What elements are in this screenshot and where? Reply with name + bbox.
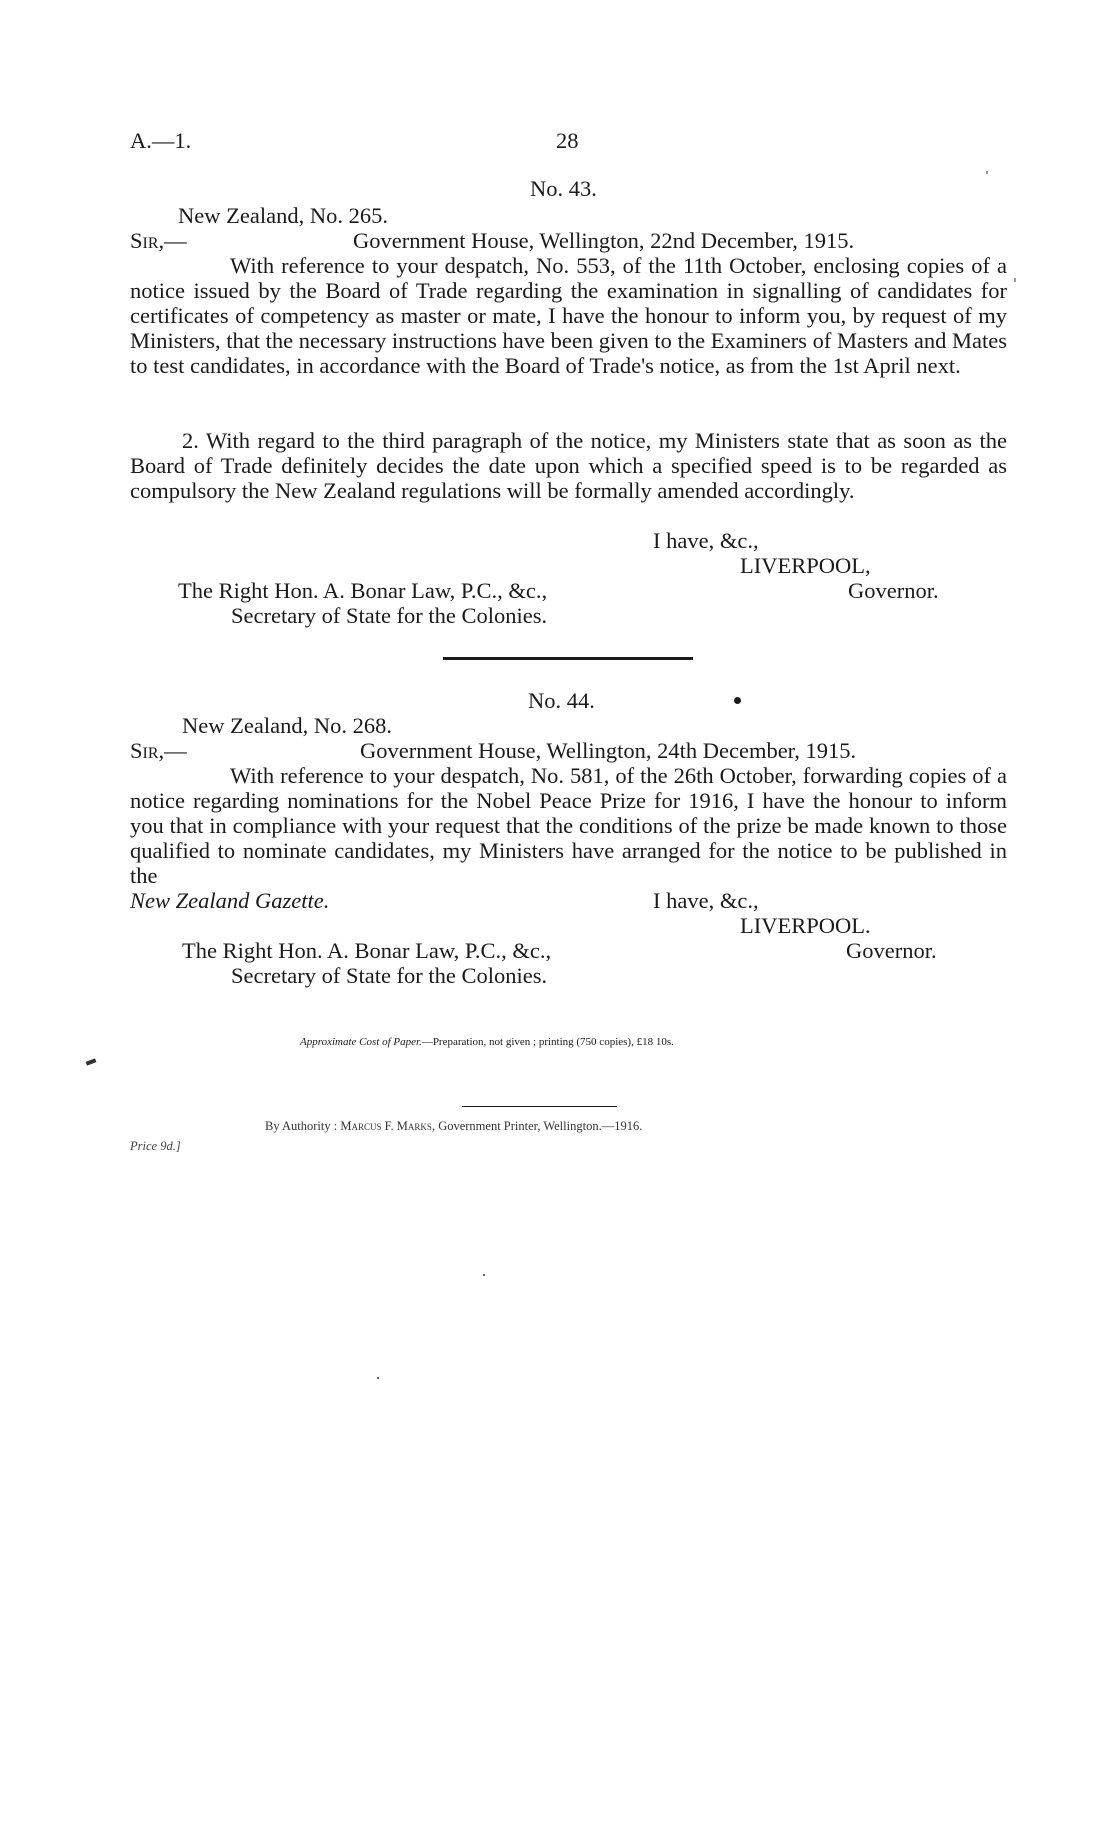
closing: I have, &c., (653, 528, 759, 553)
addressee-line-2: Secretary of State for the Colonies. (231, 603, 548, 628)
addressee-line-2: Secretary of State for the Colonies. (231, 963, 548, 988)
despatch-number: No. 43. (530, 176, 597, 201)
signatory: LIVERPOOL. (740, 913, 871, 938)
page-number: 28 (556, 128, 579, 153)
gazette-name: New Zealand Gazette. (130, 888, 330, 913)
signatory-title: Governor. (846, 938, 937, 963)
scan-speck (483, 1274, 485, 1276)
body-paragraph-1: With reference to your despatch, No. 581, of the 26th October, forwarding copies of a notice regarding nominations for the Nobel Peace Prize for 1916, I have the honour to inform you that in compliance with your request that the conditions of the prize be made known to those qualified to nominate candidates, my Ministers have arranged for the notice to be published in the (130, 763, 1007, 888)
section-divider (443, 657, 693, 660)
body-paragraph-2: 2. With regard to the third paragraph of the notice, my Ministers state that as soon as the Board of Trade definitely decides the date upon which a specified speed is to be regarded as compulsory the New Zealand regulations will be formally amended accordingly. (130, 428, 1007, 503)
signatory: LIVERPOOL, (740, 553, 871, 578)
salutation: Sir,— (130, 738, 187, 763)
address-date: Government House, Wellington, 24th December, 1915. (360, 738, 857, 763)
scan-speck (377, 1377, 379, 1379)
salutation: Sir,— (130, 228, 187, 253)
signatory-title: Governor. (848, 578, 939, 603)
ink-dot (734, 697, 741, 704)
closing: I have, &c., (653, 888, 759, 913)
footer-rule (462, 1106, 617, 1107)
price: Price 9d.] (130, 1139, 181, 1153)
cost-of-paper: Approximate Cost of Paper.—Preparation, not given ; printing (750 copies), £18 10s. (300, 1036, 674, 1048)
scan-speck (986, 171, 988, 174)
addressee-line-1: The Right Hon. A. Bonar Law, P.C., &c., (182, 938, 552, 963)
scan-speck (1014, 278, 1016, 282)
printer-imprint: By Authority : Marcus F. Marks, Government Printer, Wellington.—1916. (265, 1119, 643, 1133)
colony-reference: New Zealand, No. 268. (182, 713, 392, 738)
scan-speck (86, 1058, 97, 1065)
colony-reference: New Zealand, No. 265. (178, 203, 388, 228)
despatch-number: No. 44. (528, 688, 595, 713)
page-reference: A.—1. (130, 128, 192, 153)
address-date: Government House, Wellington, 22nd December, 1915. (353, 228, 855, 253)
addressee-line-1: The Right Hon. A. Bonar Law, P.C., &c., (178, 578, 548, 603)
body-paragraph-1: With reference to your despatch, No. 553, of the 11th October, enclosing copies of a notice issued by the Board of Trade regarding the examination in signalling of candidates for certificates of competency as master or mate, I have the honour to inform you, by request of my Ministers, that the necessary instructions have been given to the Examiners of Masters and Mates to test candidates, in accordance with the Board of Trade's notice, as from the 1st April next. (130, 253, 1007, 378)
